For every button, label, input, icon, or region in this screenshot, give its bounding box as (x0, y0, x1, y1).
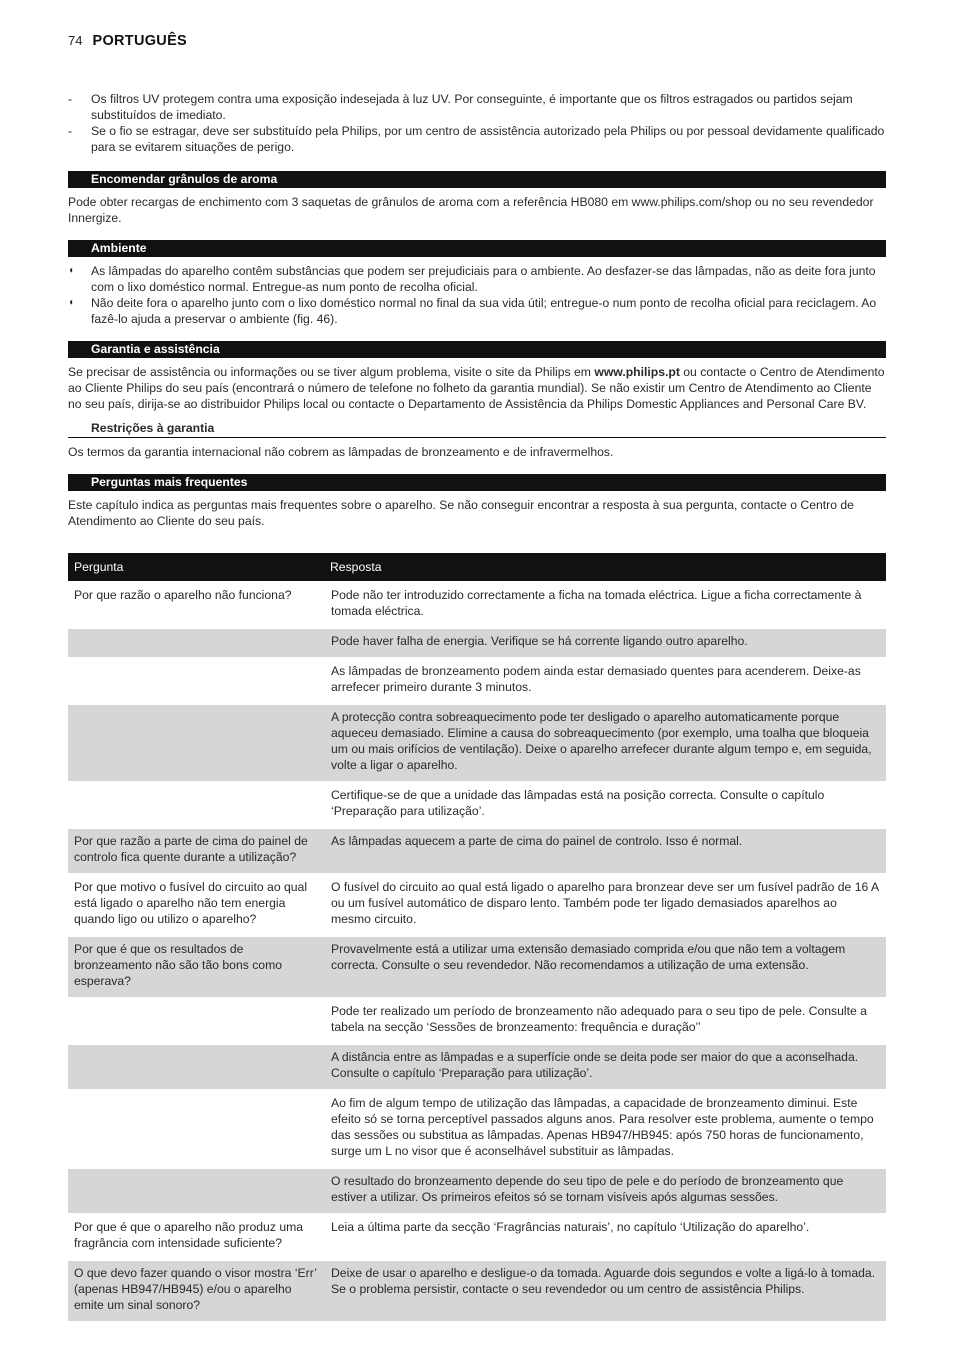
table-row (68, 874, 886, 936)
faq-table-body (68, 582, 886, 1321)
dash-marker: - (68, 124, 73, 138)
table-row (68, 1260, 886, 1321)
question-cell (68, 1168, 324, 1214)
section-heading-faq: Perguntas mais frequentes (68, 474, 886, 491)
table-row (68, 1044, 886, 1090)
garantia-paragraph: Se precisar de assistência ou informações ou se tiver algum problema, visite o site da Philips em www.philips.pt ou contacte o Centro de Atendimento ao Cliente Philips do seu país (encontrará o número de telefone no folheto da garantia mundial). Se não existir um Centro de Atendimento ao Cliente no seu país, dirija-se ao distribuidor Philips local ou contacte o Departamento de Assistência da Philips Domestic Appliances and Personal Care BV. (68, 365, 885, 411)
question-cell: Por que é que os resultados de bronzeamento não são tão bons como esperava? (68, 936, 324, 998)
answer-cell: Deixe de usar o aparelho e desligue-o da tomada. Aguarde dois segundos e volte a ligá-lo à tomada. Se o problema persistir, contacte o seu revendedor ou um centro de assistência Philips. (324, 1260, 886, 1321)
question-cell: O que devo fazer quando o visor mostra ‘Err’ (apenas HB947/HB945) e/ou o aparelho emite um sinal sonoro? (68, 1260, 324, 1321)
answer-cell: A distância entre as lâmpadas e a superfície onde se deita pode ser maior do que a aconselhada. Consulte o capítulo ‘Preparação para utilização’. (324, 1044, 886, 1090)
table-row (68, 628, 886, 658)
faq-table (68, 553, 886, 1321)
table-row (68, 828, 886, 874)
table-header-row (68, 553, 886, 582)
answer-cell: A protecção contra sobreaquecimento pode ter desligado o aparelho automaticamente porque aqueceu demasiado. Elimine a causa do sobreaquecimento (por exemplo, uma toalha que bloqueia um ou mais orifícios de ventilação). Deixe o aparelho arrefecer durante algum tempo e, em seguida, volte a ligar o aparelho. (324, 704, 886, 782)
question-cell (68, 1090, 324, 1168)
column-header-answer: Resposta (324, 553, 886, 582)
table-row (68, 782, 886, 828)
bullet-icon: ◖ (68, 265, 75, 276)
intro-list (68, 91, 886, 155)
question-cell (68, 628, 324, 658)
answer-cell: O fusível do circuito ao qual está ligado o aparelho para bronzear deve ser um fusível padrão de 16 A ou um fusível automático de disparo lento. Também pode ter ligado demasiados aparelhos ao mesmo circuito. (324, 874, 886, 936)
answer-cell: Provavelmente está a utilizar uma extensão demasiado comprida e/ou que não tem a voltagem correcta. Consulte o seu revendedor. Não recomendamos a utilização de uma extensão. (324, 936, 886, 998)
answer-cell: Leia a última parte da secção ‘Fragrâncias naturais’, no capítulo ‘Utilização do aparelho’. (324, 1214, 886, 1260)
answer-cell: Certifique-se de que a unidade das lâmpadas está na posição correcta. Consulte o capítulo ‘Preparação para utilização’. (324, 782, 886, 828)
page-number: 74 (68, 33, 83, 48)
table-row (68, 1168, 886, 1214)
section-heading-ambiente: Ambiente (68, 240, 886, 257)
question-cell: Por que motivo o fusível do circuito ao qual está ligado o aparelho não tem energia quando ligo ou utilizo o aparelho? (68, 874, 324, 936)
question-cell (68, 658, 324, 704)
table-row (68, 704, 886, 782)
restricoes-paragraph: Os termos da garantia internacional não cobrem as lâmpadas de bronzeamento e de infravermelhos. (68, 445, 614, 459)
answer-cell: Ao fim de algum tempo de utilização das lâmpadas, a capacidade de bronzeamento diminui. Este efeito só se torna perceptível passados alguns anos. Para resolver este problema, aumente o tempo das sessões ou substitua as lâmpadas. Apenas HB947/HB945: após 750 horas de funcionamento, surge um L no visor que é aconselhável substituir as lâmpadas. (324, 1090, 886, 1168)
answer-cell: As lâmpadas aquecem a parte de cima do painel de controlo. Isso é normal. (324, 828, 886, 874)
column-header-question: Pergunta (68, 553, 324, 582)
page-content (68, 91, 886, 1321)
list-item: - Se o fio se estragar, deve ser substituído pela Philips, por um centro de assistência autorizado pela Philips ou por pessoal devidamente qualificado para se evitarem situações de perigo. (68, 124, 885, 154)
language-title: PORTUGUÊS (92, 33, 188, 49)
dash-marker: - (68, 92, 73, 106)
question-cell (68, 782, 324, 828)
answer-cell: Pode não ter introduzido correctamente a ficha na tomada eléctrica. Ligue a ficha correctamente à tomada eléctrica. (324, 582, 886, 628)
list-item: - Os filtros UV protegem contra uma exposição indesejada à luz UV. Por conseguinte, é importante que os filtros estragados ou partidos sejam substituídos de imediato. (68, 92, 853, 122)
subheading-restricoes: Restrições à garantia (68, 420, 886, 438)
table-row (68, 582, 886, 628)
list-item: ◖ As lâmpadas do aparelho contêm substâncias que podem ser prejudiciais para o ambiente. Ao desfazer-se das lâmpadas, não as deite fora junto com o lixo doméstico normal. Entregue-as num ponto de recolha oficial. (68, 264, 876, 294)
answer-cell: As lâmpadas de bronzeamento podem ainda estar demasiado quentes para acenderem. Deixe-as arrefecer primeiro durante 3 minutos. (324, 658, 886, 704)
question-cell: Por que razão a parte de cima do painel de controlo fica quente durante a utilização? (68, 828, 324, 874)
philips-link[interactable]: www.philips.pt (594, 365, 680, 379)
aroma-paragraph: Pode obter recargas de enchimento com 3 saquetas de grânulos de aroma com a referência HB080 em www.philips.com/shop ou no seu revendedor Innergize. (68, 195, 874, 225)
question-cell (68, 704, 324, 782)
answer-cell: Pode haver falha de energia. Verifique se há corrente ligando outro aparelho. (324, 628, 886, 658)
section-heading-garantia: Garantia e assistência (68, 341, 886, 358)
table-row (68, 998, 886, 1044)
table-row (68, 658, 886, 704)
question-cell (68, 998, 324, 1044)
question-cell: Por que razão o aparelho não funciona? (68, 582, 324, 628)
table-row (68, 1090, 886, 1168)
page-header (68, 33, 187, 49)
answer-cell: O resultado do bronzeamento depende do seu tipo de pele e do período de bronzeamento que estiver a utilizar. Os primeiros efeitos só se tornam visíveis após algumas sessões. (324, 1168, 886, 1214)
faq-intro-paragraph: Este capítulo indica as perguntas mais frequentes sobre o aparelho. Se não conseguir encontrar a resposta à sua pergunta, contacte o Centro de Atendimento ao Cliente do seu país. (68, 498, 854, 528)
question-cell: Por que é que o aparelho não produz uma fragrância com intensidade suficiente? (68, 1214, 324, 1260)
table-row (68, 936, 886, 998)
answer-cell: Pode ter realizado um período de bronzeamento não adequado para o seu tipo de pele. Consulte a tabela na secção ‘Sessões de bronzeamento: frequência e duração’’ (324, 998, 886, 1044)
section-heading-aroma: Encomendar grânulos de aroma (68, 171, 886, 188)
table-row (68, 1214, 886, 1260)
bullet-icon: ◖ (68, 297, 75, 308)
list-item: ◖ Não deite fora o aparelho junto com o lixo doméstico normal no final da sua vida útil; entregue-o num ponto de recolha oficial para reciclagem. Ao fazê-lo ajuda a preservar o ambiente (fig. 46). (68, 296, 877, 326)
question-cell (68, 1044, 324, 1090)
ambiente-list (68, 263, 886, 327)
